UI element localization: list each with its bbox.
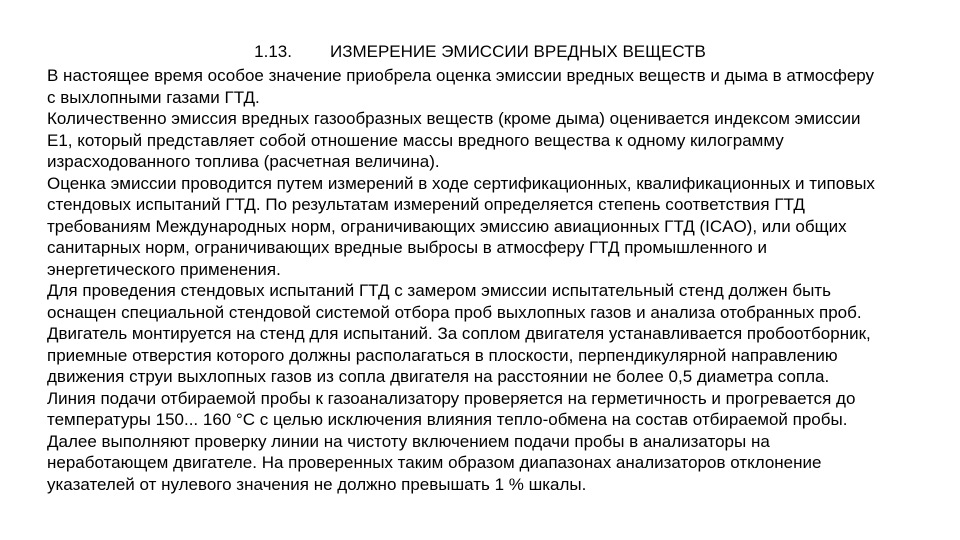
text-line: Далее выполняют проверку линии на чистоту включением подачи пробы в анализаторы на xyxy=(47,431,770,451)
body-text xyxy=(47,65,927,495)
text-line: Е1, который представляет собой отношение массы вредного вещества к одному килограмму xyxy=(47,130,784,150)
text-line: Линия подачи отбираемой пробы к газоанализатору проверяется на герметичность и прогревается до xyxy=(47,388,856,408)
section-title: ИЗМЕРЕНИЕ ЭМИССИИ ВРЕДНЫХ ВЕЩЕСТВ xyxy=(329,42,706,61)
text-line: энергетического применения. xyxy=(47,259,281,279)
text-line: приемные отверстия которого должны располагаться в плоскости, перпендикулярной направлению xyxy=(47,345,838,365)
text-line: Количественно эмиссия вредных газообразных веществ (кроме дыма) оценивается индексом эмиссии xyxy=(47,109,861,128)
section-heading xyxy=(0,42,960,62)
text-line: оснащен специальной стендовой системой отбора проб выхлопных газов и анализа отобранных проб. xyxy=(47,302,862,322)
text-line: температуры 150... 160 °С с целью исключения влияния тепло-обмена на состав отбираемой пробы. xyxy=(47,410,848,429)
text-line: Для проведения стендовых испытаний ГТД с замером эмиссии испытательный стенд должен быть xyxy=(47,281,831,300)
text-line: требованиям Международных норм, ограничивающих эмиссию авиационных ГТД (ICAO), или общих xyxy=(47,216,847,236)
text-line: Оценка эмиссии проводится путем измерений в ходе сертификационных, квалификационных и типовых xyxy=(47,173,875,193)
text-line: санитарных норм, ограничивающих вредные выбросы в атмосферу ГТД промышленного и xyxy=(47,238,767,257)
text-line: Двигатель монтируется на стенд для испытаний. За соплом двигателя устанавливается пробоотборник, xyxy=(47,324,871,343)
section-number: 1.13. xyxy=(254,42,292,61)
text-line: В настоящее время особое значение приобрела оценка эмиссии вредных веществ и дыма в атмосферу xyxy=(47,66,875,85)
text-line: движения струи выхлопных газов из сопла двигателя на расстоянии не более 0,5 диаметра сопла. xyxy=(47,367,830,386)
text-line: стендовых испытаний ГТД. По результатам измерений определяется степень соответствия ГТД xyxy=(47,195,805,214)
text-line: с выхлопными газами ГТД. xyxy=(47,87,260,107)
text-line: израсходованного топлива (расчетная величина). xyxy=(47,152,440,171)
text-line: указателей от нулевого значения не должно превышать 1 % шкалы. xyxy=(47,474,587,494)
text-line: неработающем двигателе. На проверенных таким образом диапазонах анализаторов отклонение xyxy=(47,453,822,472)
